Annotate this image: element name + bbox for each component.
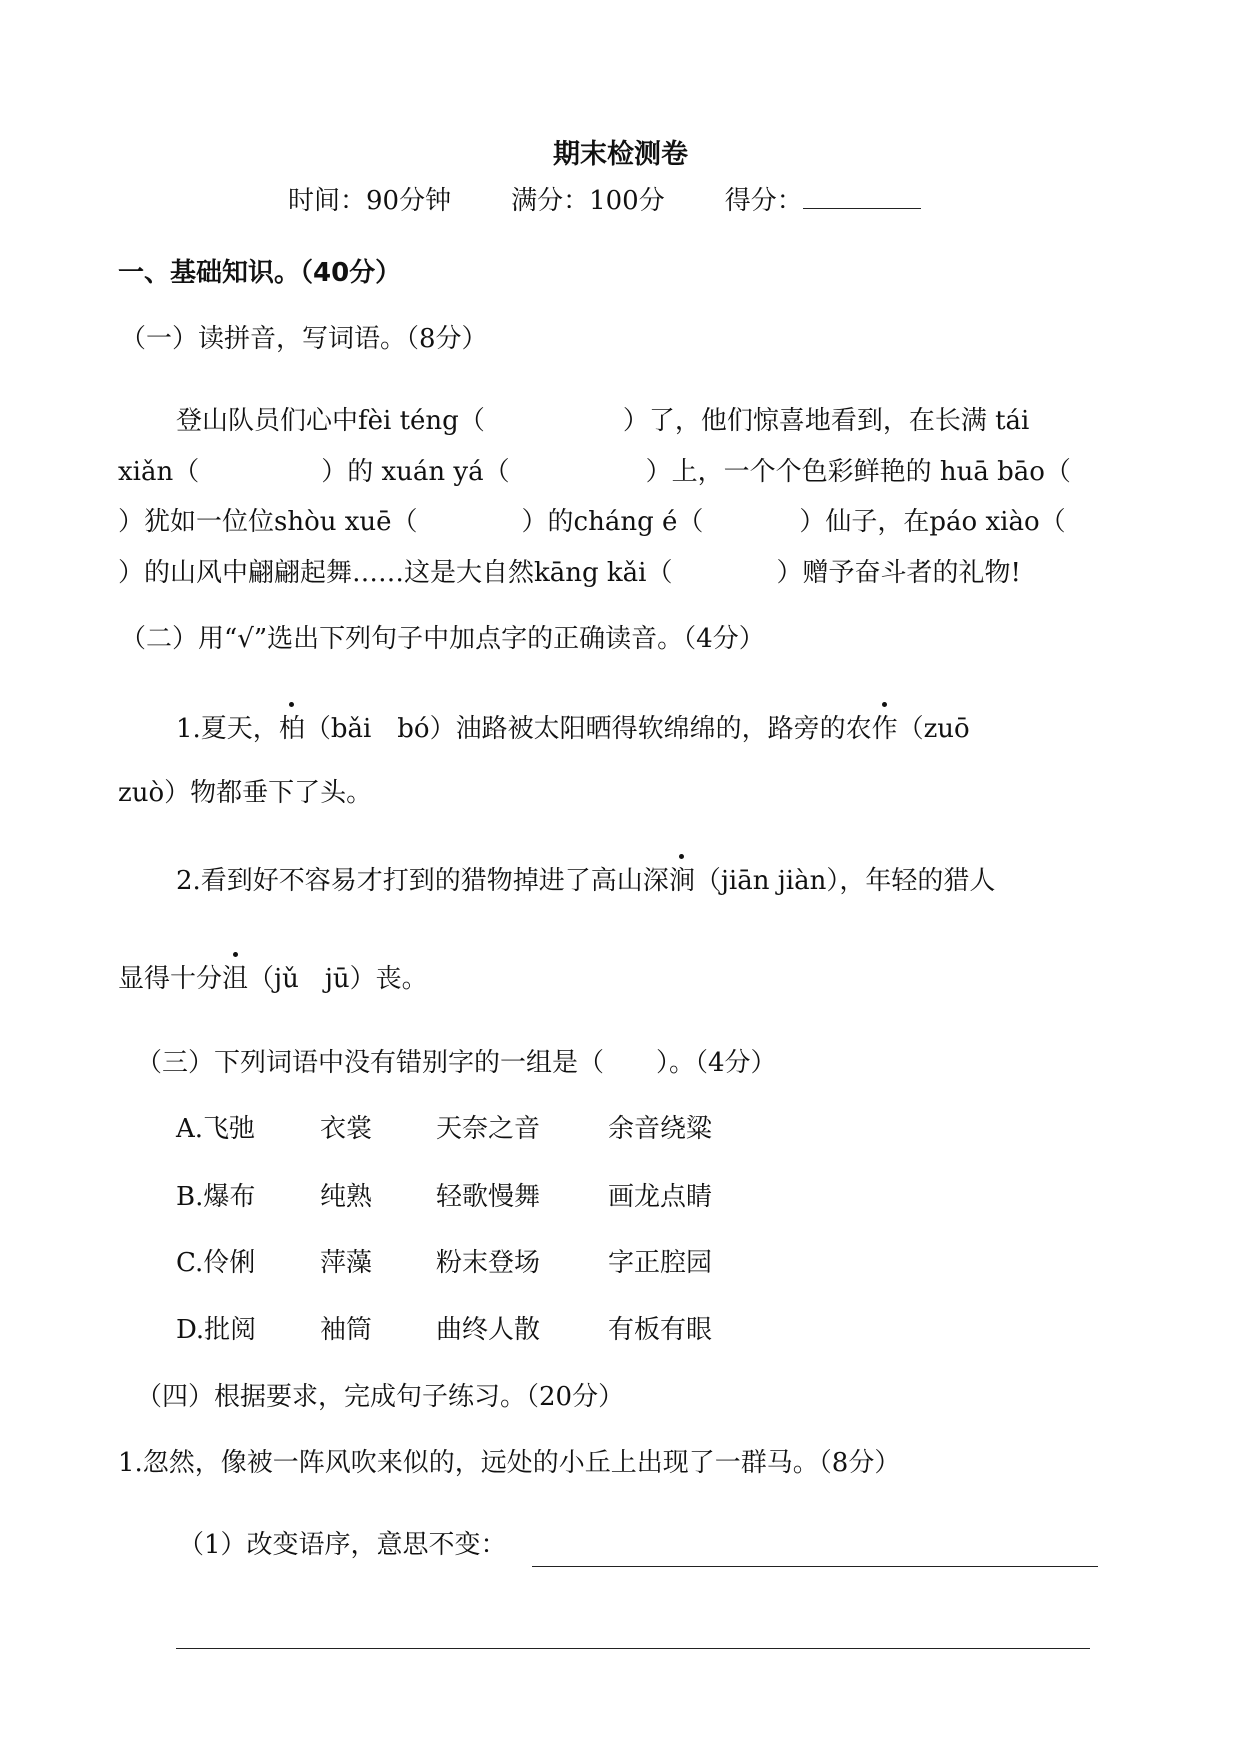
exam-time: 时间：90分钟	[288, 186, 452, 216]
page-title: 期末检测卷	[553, 139, 688, 170]
dotted-char: 涧	[668, 866, 695, 896]
option-label: A.飞弛	[176, 1114, 256, 1144]
part1-line1	[176, 404, 1029, 438]
pinyin-text: ）的山风中翩翩起舞……这是大自然kāng kǎi（	[118, 558, 673, 588]
part2-q1-line2: zuò）物都垂下了头。	[118, 778, 373, 808]
option-word: 粉末登场	[436, 1248, 541, 1278]
dotted-char: 沮	[222, 964, 249, 994]
option-label: B.爆布	[176, 1182, 256, 1212]
pinyin-text: ）的 xuán yá（	[321, 457, 510, 487]
question-text: 1.夏天，	[176, 714, 279, 744]
option-word: 曲终人散	[436, 1315, 541, 1345]
pinyin-text: 登山队员们心中fèi téng（	[176, 406, 485, 436]
part4-heading: （四）根据要求，完成句子练习。（20分）	[136, 1382, 625, 1412]
option-word: 天奈之音	[436, 1114, 541, 1144]
option-word: 衣裳	[320, 1114, 373, 1144]
score-blank[interactable]	[803, 208, 921, 209]
question-text: （bǎi bó）油路被太阳晒得软绵绵的，路旁的农	[304, 714, 872, 744]
question-text: （jǔ jū）丧。	[248, 964, 428, 994]
pinyin-text: ）了，他们惊喜地看到，在长满 tái	[622, 406, 1030, 436]
option-label: C.伶俐	[176, 1248, 256, 1278]
pinyin-text: ）仙子，在páo xiào（	[799, 507, 1066, 537]
option-word: 画龙点睛	[608, 1182, 713, 1212]
pinyin-text: ）的cháng é（	[521, 507, 704, 537]
part4-q1: 1.忽然，像被一阵风吹来似的，远处的小丘上出现了一群马。（8分）	[118, 1448, 901, 1478]
part1-heading: （一）读拼音，写词语。（8分）	[120, 324, 488, 354]
part1-line2	[118, 455, 1071, 489]
question-text: 显得十分	[118, 964, 223, 994]
pinyin-text: ）赠予奋斗者的礼物!	[776, 558, 1021, 588]
exam-meta	[288, 184, 921, 218]
part2-heading: （二）用“√”选出下列句子中加点字的正确读音。（4分）	[120, 624, 765, 654]
part3-heading: （三）下列词语中没有错别字的一组是（ ）。（4分）	[136, 1048, 777, 1078]
exam-full-score: 满分：100分	[511, 186, 665, 216]
option-word: 纯熟	[320, 1182, 373, 1212]
option-word: 轻歌慢舞	[436, 1182, 541, 1212]
part4-q1-sub1	[178, 1528, 507, 1562]
question-text: （jiān jiàn），年轻的猎人	[694, 866, 996, 896]
pinyin-text: xiǎn（	[118, 457, 200, 487]
dotted-char: 作	[871, 714, 898, 744]
pinyin-text: ）上，一个个色彩鲜艳的 huā bāo（	[645, 457, 1071, 487]
section1-heading: 一、基础知识。（40分）	[118, 258, 402, 288]
option-label: D.批阅	[176, 1315, 257, 1345]
sub-question-label: （1）改变语序，意思不变：	[178, 1530, 507, 1560]
pinyin-text: ）犹如一位位shòu xuē（	[118, 507, 418, 537]
exam-score-label: 得分：	[724, 186, 803, 216]
part2-q1-line1	[176, 712, 970, 746]
part1-line3	[118, 505, 1066, 539]
option-word: 字正腔园	[608, 1248, 713, 1278]
option-word: 有板有眼	[608, 1315, 713, 1345]
question-text: 2.看到好不容易才打到的猎物掉进了高山深	[176, 866, 669, 896]
dotted-char: 柏	[278, 714, 305, 744]
option-word: 萍藻	[320, 1248, 373, 1278]
part1-line4	[118, 556, 1021, 590]
part2-q2-line1	[176, 864, 995, 898]
option-word: 袖筒	[320, 1315, 373, 1345]
option-word: 余音绕粱	[608, 1114, 713, 1144]
question-text: （zuō	[897, 714, 970, 744]
answer-line-1[interactable]	[532, 1566, 1098, 1567]
part2-q2-line2	[118, 962, 428, 996]
answer-line-2[interactable]	[176, 1648, 1090, 1649]
